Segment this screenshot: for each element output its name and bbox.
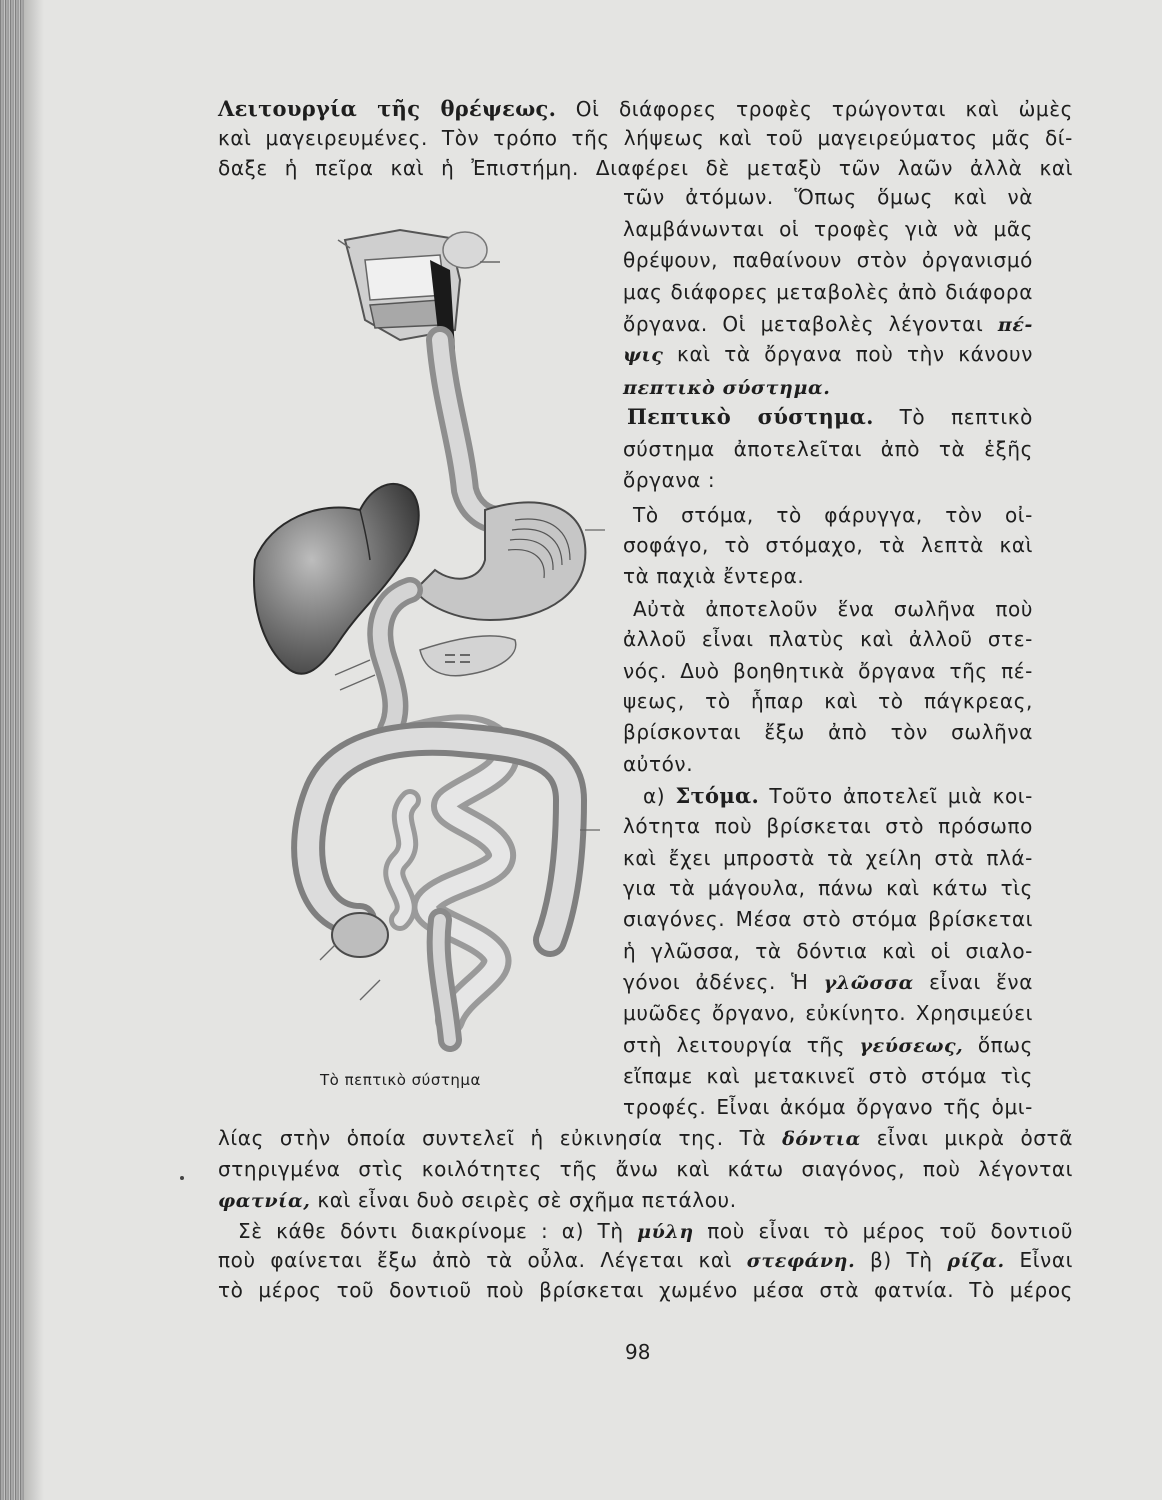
emphasized-term: πεπτικὸ σύστημα. <box>623 377 831 399</box>
emphasized-term: Πεπτικὸ σύστημα. <box>627 404 874 429</box>
text-run: θρέψουν, παθαίνουν στὸν ὀργανισμό <box>623 248 1033 272</box>
text-line <box>623 311 1033 338</box>
text-line <box>623 467 1033 493</box>
text-line <box>218 1187 1073 1214</box>
text-run: ἀλλοῦ εἶναι πλατὺς καὶ ἀλλοῦ στε- <box>623 627 1033 651</box>
text-run: αὐτόν. <box>623 752 694 776</box>
digestive-system-illustration <box>250 200 610 1060</box>
text-line <box>623 906 1033 932</box>
emphasized-term: Λειτουργία τῆς θρέψεως. <box>218 96 557 121</box>
text-run: Αὐτὰ ἀποτελοῦν ἕνα σωλῆνα ποὺ <box>633 597 1033 621</box>
text-line <box>623 658 1033 684</box>
text-run: Σὲ κάθε δόντι διακρίνομε : α) Τὴ <box>238 1219 638 1243</box>
text-line <box>623 1032 1033 1059</box>
text-line <box>623 1063 1033 1089</box>
text-line <box>218 1156 1073 1182</box>
text-run: λότητα ποὺ βρίσκεται στὸ πρόσωπο <box>623 814 1033 838</box>
text-run: ἡ γλῶσσα, τὰ δόντια καὶ οἱ σιαλο- <box>623 939 1033 963</box>
text-line <box>623 247 1033 273</box>
text-line <box>623 216 1033 242</box>
text-run: σιαγόνες. Μέσα στὸ στόμα βρίσκεται <box>623 907 1033 931</box>
text-line <box>623 875 1033 901</box>
text-line <box>623 626 1033 652</box>
text-run: ποὺ φαίνεται ἔξω ἀπὸ τὰ οὖλα. Λέγεται καὶ <box>218 1248 747 1272</box>
text-line <box>633 502 1033 528</box>
text-run: καὶ ἔχει μπροστὰ τὰ χείλη στὰ πλά- <box>623 846 1033 870</box>
text-run: λίας στὴν ὁποία συντελεῖ ἡ εὐκινησία της. Τὰ <box>218 1126 783 1150</box>
text-run: μυῶδες ὄργανο, εὐκίνητο. Χρησιμεύει <box>623 1001 1033 1025</box>
text-line <box>623 532 1033 558</box>
text-line <box>623 938 1033 964</box>
head-section <box>338 230 500 350</box>
text-run: καὶ μαγειρευμένες. Τὸν τρόπο τῆς λήψεως καὶ τοῦ μαγειρεύματος μᾶς δί- <box>218 126 1073 150</box>
text-run: τὸ μέρος τοῦ δοντιοῦ ποὺ βρίσκεται χωμένο μέσα στὰ φατνία. Τὸ μέρος <box>218 1278 1073 1302</box>
text-line <box>623 563 1033 589</box>
text-line <box>623 688 1033 714</box>
emphasized-term: ρίζα. <box>947 1250 1005 1272</box>
text-run: Τοῦτο ἀποτελεῖ μιὰ κοι- <box>759 784 1033 808</box>
emphasized-term: πέ- <box>997 314 1033 336</box>
text-run: α) <box>643 784 676 808</box>
text-run: ὅπως <box>963 1033 1033 1057</box>
text-line <box>623 1094 1033 1120</box>
text-line <box>623 341 1033 368</box>
text-run: Τὸ στόμα, τὸ φάρυγγα, τὸν οἰ- <box>633 503 1033 527</box>
text-run: σύστημα ἀποτελεῖται ἀπὸ τὰ ἑξῆς <box>623 437 1033 461</box>
text-run: Εἶναι <box>1004 1248 1073 1272</box>
emphasized-term: γλῶσσα <box>823 972 914 994</box>
text-run: καὶ εἶναι δυὸ σειρὲς σὲ σχῆμα πετάλου. <box>310 1188 737 1212</box>
text-line <box>623 279 1033 305</box>
caecum <box>332 913 388 957</box>
text-line <box>623 184 1033 210</box>
text-line <box>218 96 1073 122</box>
text-run: στηριγμένα στὶς κοιλότητες τῆς ἄνω καὶ κάτω σιαγόνος, ποὺ λέγονται <box>218 1157 1073 1181</box>
emphasized-term: δόντια <box>782 1128 861 1150</box>
text-run: ὄργανα. Οἱ μεταβολὲς λέγονται <box>623 312 998 336</box>
text-run: για τὰ μάγουλα, πάνω καὶ κάτω τὶς <box>623 876 1033 900</box>
emphasized-term: ψις <box>623 344 664 366</box>
text-run: νός. Δυὸ βοηθητικὰ ὄργανα τῆς πέ- <box>623 659 1033 683</box>
text-run: μας διάφορες μεταβολὲς ἀπὸ διάφορα <box>623 280 1033 304</box>
text-run: σοφάγο, τὸ στόμαχο, τὰ λεπτὰ καὶ <box>623 533 1033 557</box>
text-run: τροφές. Εἶναι ἀκόμα ὄργανο τῆς ὁμι- <box>623 1095 1033 1119</box>
text-run: βρίσκονται ἔξω ἀπὸ τὸν σωλῆνα <box>623 720 1033 744</box>
text-line <box>643 783 1033 809</box>
text-run: Οἱ διάφορες τροφὲς τρώγονται καὶ ὠμὲς <box>556 97 1074 121</box>
text-line <box>238 1218 1073 1245</box>
emphasized-term: Στόμα. <box>675 783 760 808</box>
text-line <box>218 1277 1073 1303</box>
text-run: λαμβάνωνται οἱ τροφὲς γιὰ νὰ μᾶς <box>623 217 1033 241</box>
text-run: εἶναι μικρὰ ὀστᾶ <box>860 1126 1073 1150</box>
text-line <box>623 374 1033 401</box>
text-run: β) Τὴ <box>855 1248 948 1272</box>
text-run: εἴπαμε καὶ μετακινεῖ στὸ στόμα τὶς <box>623 1064 1033 1088</box>
text-line <box>623 751 1033 777</box>
text-line <box>623 1000 1033 1026</box>
pancreas <box>420 636 516 676</box>
text-line <box>218 155 1073 181</box>
stomach <box>415 502 585 620</box>
text-run: εἶναι ἕνα <box>913 970 1033 994</box>
emphasized-term: γεύσεως, <box>859 1035 964 1057</box>
text-line <box>218 125 1073 151</box>
text-run: ποὺ εἶναι τὸ μέρος τοῦ δοντιοῦ <box>693 1219 1074 1243</box>
figure-caption: Τὸ πεπτικὸ σύστημα <box>320 1071 481 1089</box>
text-line <box>218 1125 1073 1152</box>
text-line <box>623 436 1033 462</box>
emphasized-term: στεφάνη. <box>746 1250 856 1272</box>
stray-mark <box>180 1176 184 1180</box>
text-run: ὄργανα : <box>623 468 716 492</box>
text-line <box>627 404 1033 430</box>
text-run: στὴ λειτουργία τῆς <box>623 1033 860 1057</box>
emphasized-term: μύλη <box>637 1221 694 1243</box>
text-run: καὶ τὰ ὄργανα ποὺ τὴν κάνουν <box>663 342 1033 366</box>
page-number: 98 <box>625 1340 651 1364</box>
gutter-shadow <box>24 0 44 1500</box>
text-line <box>633 596 1033 622</box>
text-line <box>623 845 1033 871</box>
text-line <box>623 719 1033 745</box>
book-spine-edge <box>0 0 24 1500</box>
text-run: τῶν ἀτόμων. Ὅπως ὅμως καὶ νὰ <box>623 185 1033 209</box>
text-run: Τὸ πεπτικὸ <box>873 405 1033 429</box>
text-run: ψεως, τὸ ἧπαρ καὶ τὸ πάγκρεας, <box>623 689 1033 713</box>
text-run: γόνοι ἀδένες. Ἡ <box>623 970 824 994</box>
text-line <box>623 813 1033 839</box>
text-run: τὰ παχιὰ ἔντερα. <box>623 564 805 588</box>
text-line <box>218 1247 1073 1274</box>
emphasized-term: φατνία, <box>218 1190 311 1212</box>
text-run: δαξε ἡ πεῖρα καὶ ἡ Ἐπιστήμη. Διαφέρει δὲ μεταξὺ τῶν λαῶν ἀλλὰ καὶ <box>218 156 1073 180</box>
text-line <box>623 969 1033 996</box>
